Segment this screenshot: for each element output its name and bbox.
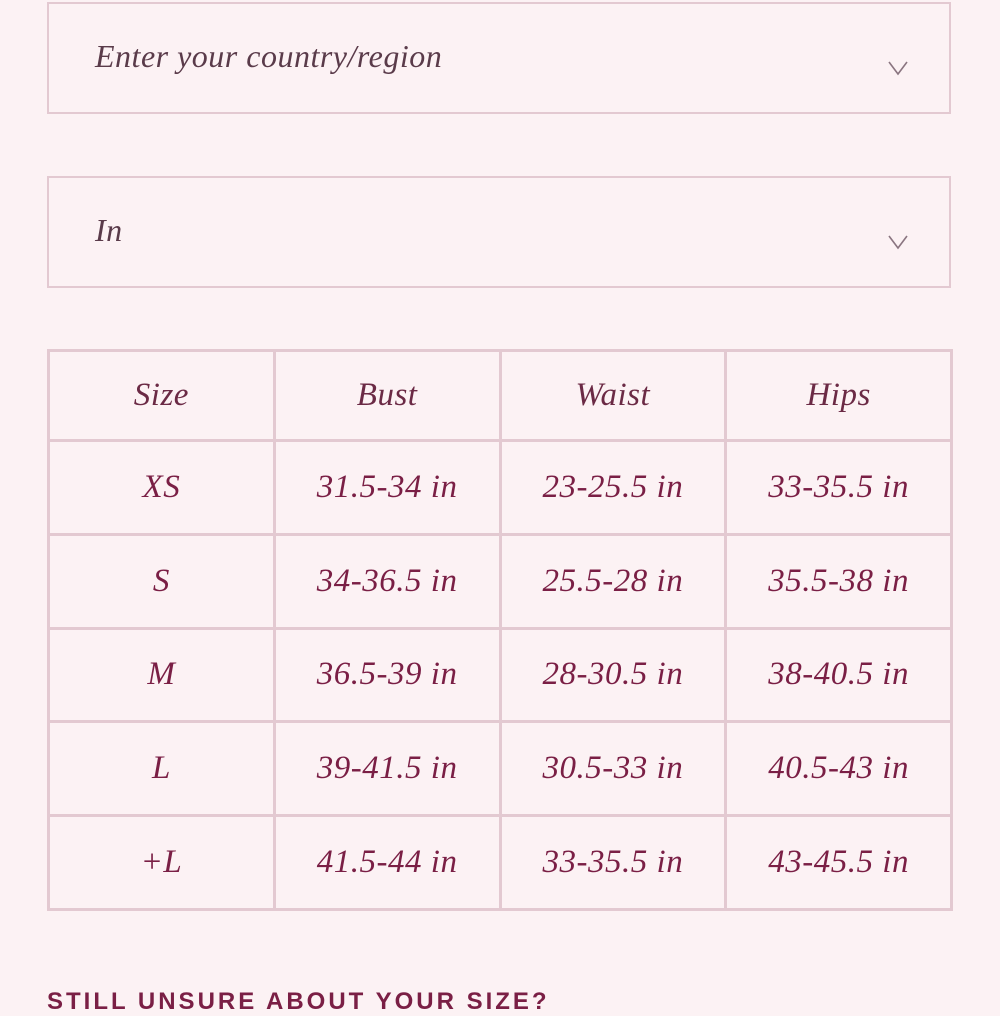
- waist-cell: 25.5-28 in: [500, 534, 726, 628]
- header-bust: Bust: [274, 351, 500, 441]
- waist-cell: 33-35.5 in: [500, 816, 726, 910]
- hips-cell: 43-45.5 in: [726, 816, 952, 910]
- size-cell: L: [49, 722, 275, 816]
- country-region-select[interactable]: [47, 2, 951, 114]
- size-cell: XS: [49, 441, 275, 535]
- size-help-heading: STILL UNSURE ABOUT YOUR SIZE?: [47, 988, 550, 1015]
- bust-cell: 41.5-44 in: [274, 816, 500, 910]
- table-row: [49, 722, 952, 816]
- waist-cell: 30.5-33 in: [500, 722, 726, 816]
- size-cell: M: [49, 628, 275, 722]
- table-row: [49, 441, 952, 535]
- waist-cell: 23-25.5 in: [500, 441, 726, 535]
- country-region-placeholder: Enter your country/region: [95, 38, 443, 74]
- table-row: [49, 628, 952, 722]
- size-chart-table: [47, 349, 953, 911]
- header-waist: Waist: [500, 351, 726, 441]
- waist-cell: 28-30.5 in: [500, 628, 726, 722]
- table-row: [49, 816, 952, 910]
- header-size: Size: [49, 351, 275, 441]
- bust-cell: 31.5-34 in: [274, 441, 500, 535]
- hips-cell: 35.5-38 in: [726, 534, 952, 628]
- unit-select[interactable]: [47, 176, 951, 288]
- unit-select-value: In: [95, 212, 123, 248]
- table-header-row: [49, 351, 952, 441]
- table-row: [49, 534, 952, 628]
- bust-cell: 39-41.5 in: [274, 722, 500, 816]
- hips-cell: 33-35.5 in: [726, 441, 952, 535]
- bust-cell: 36.5-39 in: [274, 628, 500, 722]
- chevron-down-icon: [887, 60, 909, 76]
- size-cell: S: [49, 534, 275, 628]
- chevron-down-icon: [887, 234, 909, 250]
- size-cell: +L: [49, 816, 275, 910]
- hips-cell: 40.5-43 in: [726, 722, 952, 816]
- header-hips: Hips: [726, 351, 952, 441]
- bust-cell: 34-36.5 in: [274, 534, 500, 628]
- hips-cell: 38-40.5 in: [726, 628, 952, 722]
